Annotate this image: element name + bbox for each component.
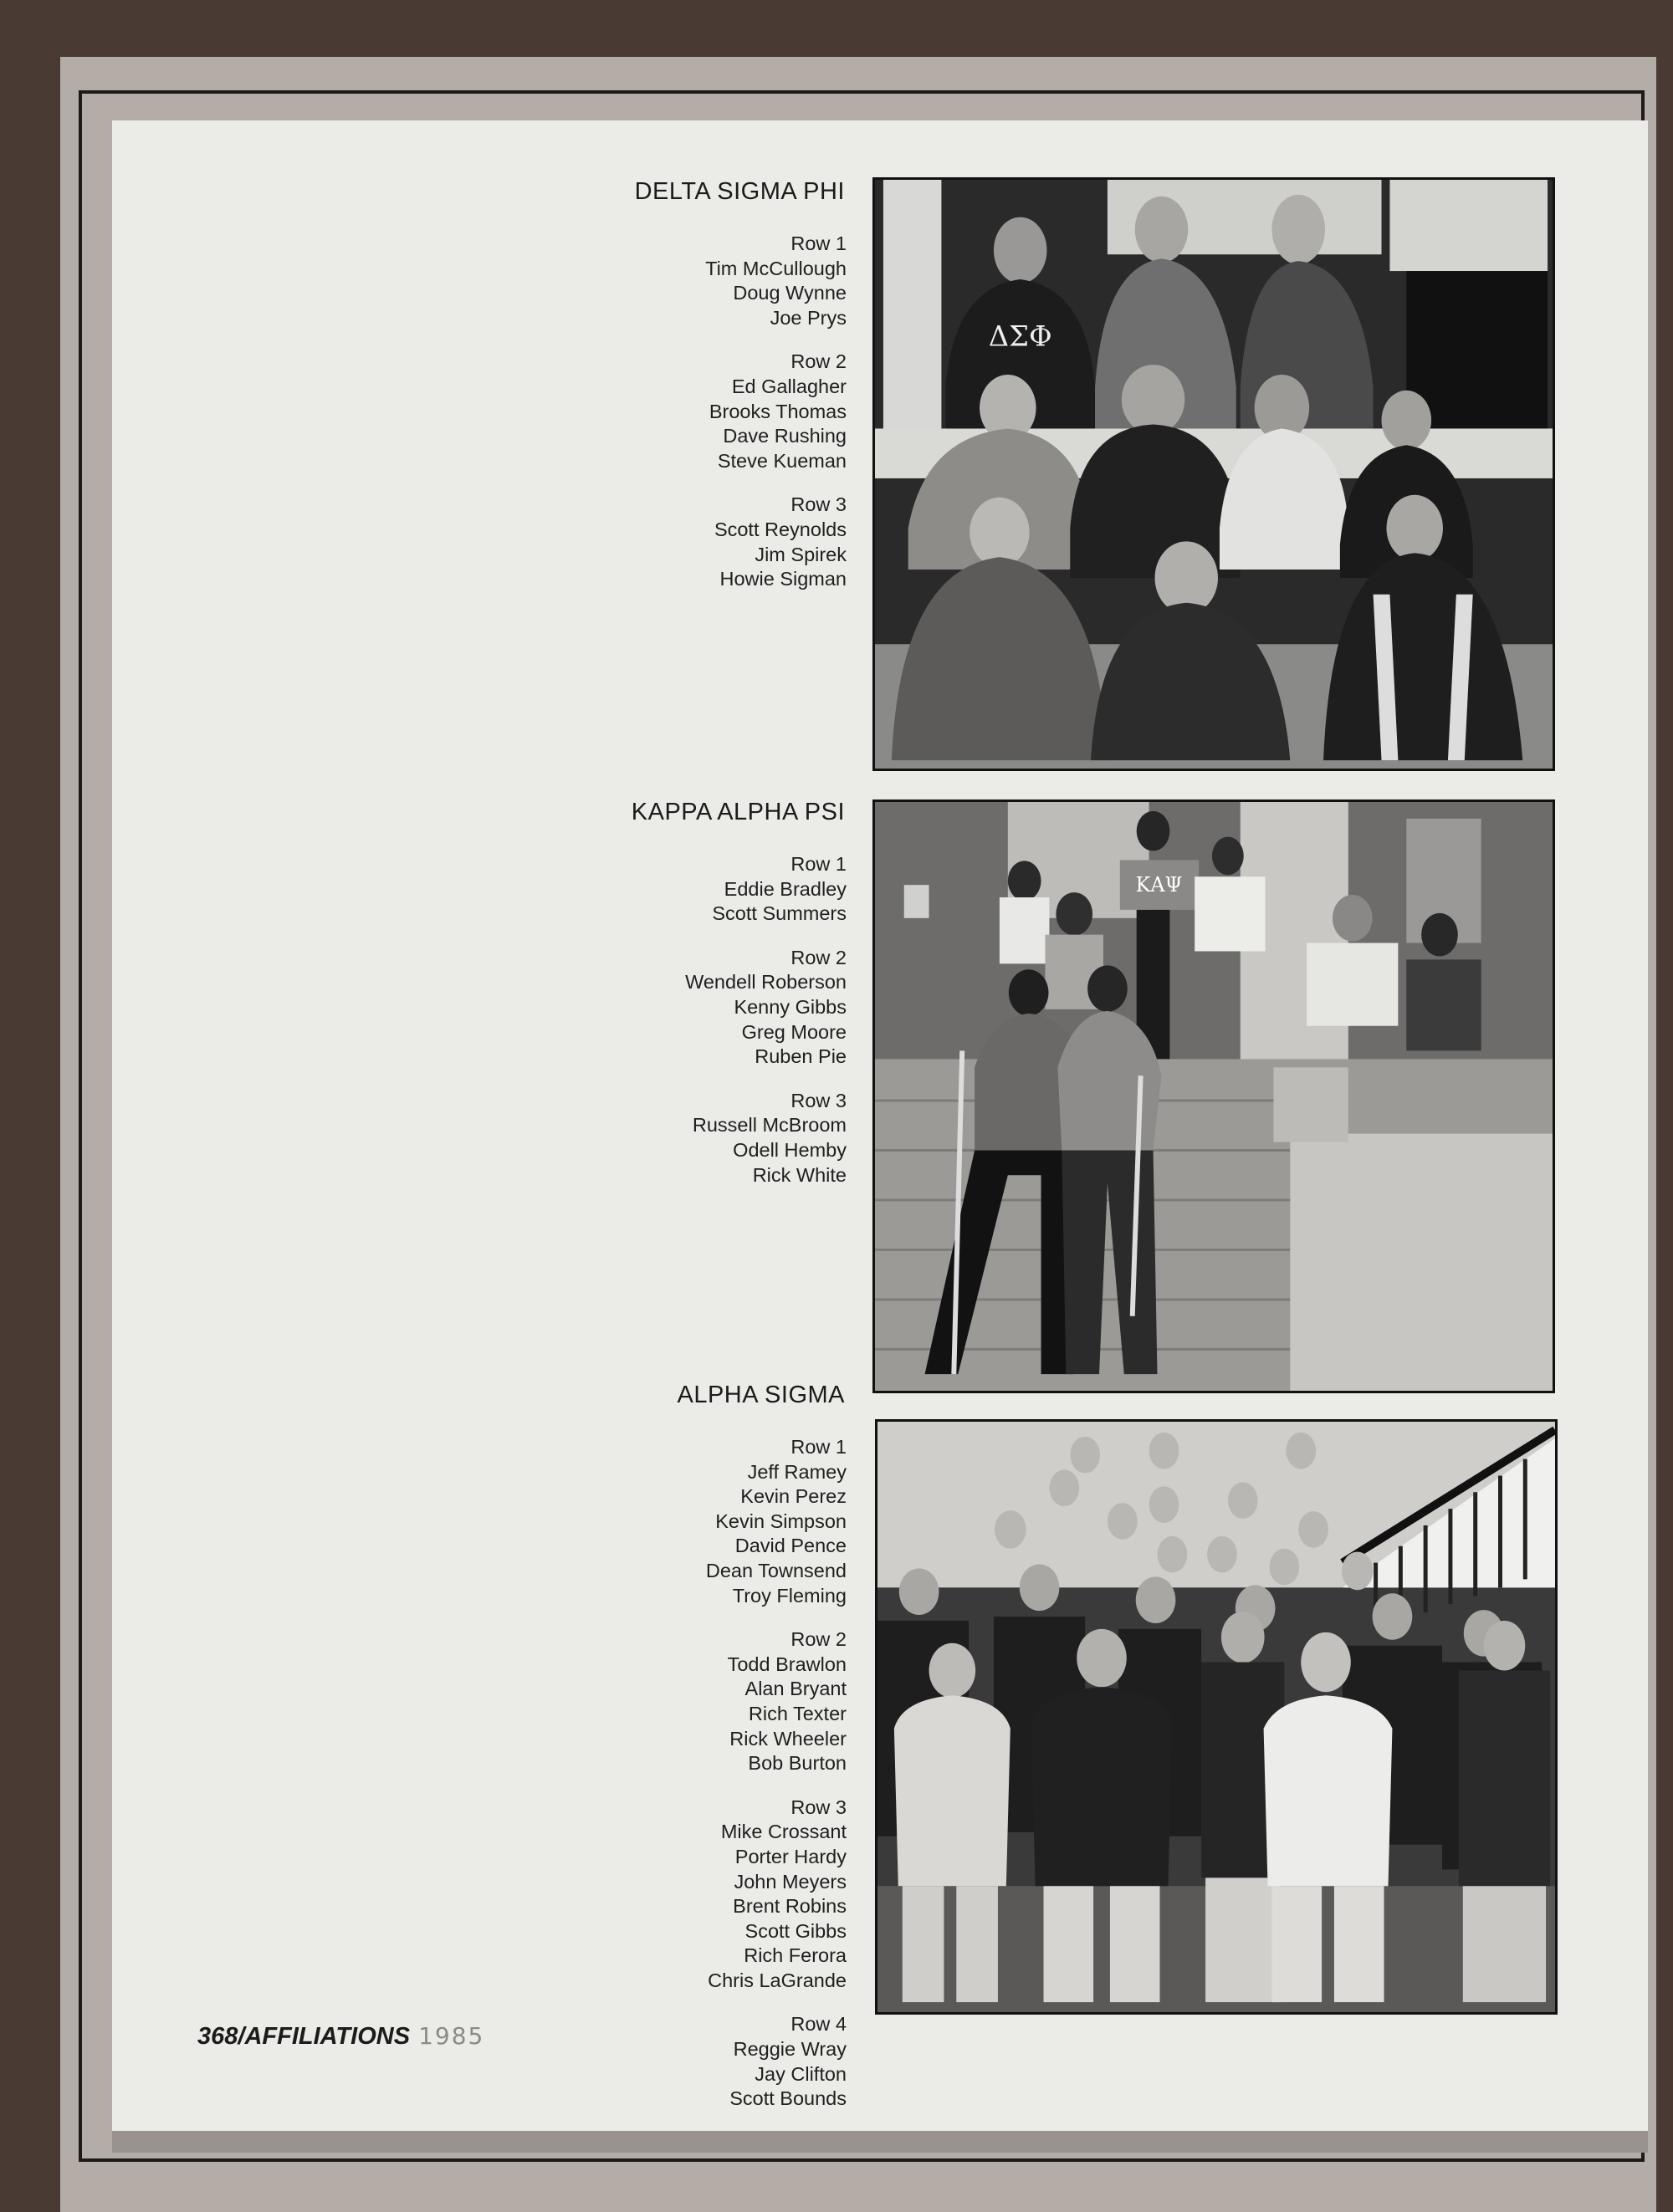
member-name: David Pence [734,1535,847,1557]
row-label: Row 4 [790,2013,847,2036]
member-name: Todd Brawlon [727,1653,847,1675]
shirt-lettering: ΔΣΦ [988,319,1052,353]
row-label: Row 1 [790,853,847,875]
member-name: Bob Burton [748,1752,847,1775]
member-name: Scott Gibbs [744,1919,847,1942]
page-label: 368/AFFILIATIONS [197,2023,411,2050]
member-name: Scott Summers [712,902,847,925]
member-name: Jeff Ramey [747,1460,847,1483]
member-name: Joe Prys [770,306,847,329]
member-name: Dave Rushing [723,425,847,447]
handwritten-year: 1985 [418,2022,485,2050]
member-name: Troy Fleming [732,1584,847,1607]
photo-kappa-alpha-psi-image [875,802,1553,1391]
member-name: Scott Reynolds [714,518,847,540]
section-title-alpha-sigma: ALPHA SIGMA [677,1382,845,1408]
photo-delta-sigma-phi-image [875,180,1553,769]
member-name: Russell McBroom [692,1114,847,1137]
group-photo-kappa-alpha-psi [872,799,1555,1393]
member-name: Kenny Gibbs [734,995,847,1018]
row-label: Row 3 [790,493,847,516]
name-list-delta-sigma-phi [705,232,847,592]
group-photo-alpha-sigma [875,1419,1558,2015]
member-name: Rich Texter [748,1702,847,1724]
member-name: Tim McCullough [705,257,847,279]
member-name: Jim Spirek [755,543,847,565]
paper-shadow [112,2129,1648,2153]
member-name: Rick White [752,1163,847,1186]
section-title-delta-sigma-phi: DELTA SIGMA PHI [634,178,845,205]
member-name: Jay Clifton [755,2062,847,2085]
row-label: Row 3 [790,1089,847,1111]
member-name: Ed Gallagher [731,375,847,397]
row-label: Row 3 [790,1796,847,1818]
member-name: Greg Moore [741,1020,847,1043]
member-name: Porter Hardy [734,1845,847,1867]
member-name: Kevin Perez [740,1485,847,1508]
group-photo-delta-sigma-phi [872,177,1555,771]
member-name: Chris LaGrande [708,1969,847,1991]
member-name: Mike Crossant [720,1821,847,1843]
row-label: Row 2 [790,1628,847,1651]
member-name: Rich Ferora [744,1944,847,1967]
member-name: Howie Sigman [719,568,847,590]
row-label: Row 1 [790,1436,847,1458]
row-label: Row 2 [790,350,847,373]
shirt-lettering: ΚΑΨ [1135,873,1183,897]
name-list-kappa-alpha-psi [685,852,847,1188]
member-name: Rick Wheeler [729,1727,847,1750]
member-name: Steve Kueman [717,449,847,472]
member-name: Odell Hemby [733,1138,847,1161]
member-name: Alan Bryant [744,1678,847,1700]
member-name: Ruben Pie [755,1045,847,1068]
page-folio [197,2022,484,2051]
member-name: Scott Bounds [729,2087,847,2110]
name-list-alpha-sigma [706,1435,847,2112]
member-name: Brent Robins [733,1895,847,1918]
member-name: Reggie Wray [733,2038,847,2061]
member-name: Brooks Thomas [709,400,847,422]
member-name: Dean Townsend [705,1559,847,1581]
member-name: Kevin Simpson [715,1510,847,1532]
section-title-kappa-alpha-psi: KAPPA ALPHA PSI [631,799,845,825]
row-label: Row 2 [790,946,847,968]
member-name: Eddie Bradley [724,877,847,900]
member-name: John Meyers [734,1870,847,1893]
row-label: Row 1 [790,232,847,254]
member-name: Wendell Roberson [685,971,847,994]
photo-alpha-sigma-image [877,1422,1555,2012]
member-name: Doug Wynne [733,282,847,304]
